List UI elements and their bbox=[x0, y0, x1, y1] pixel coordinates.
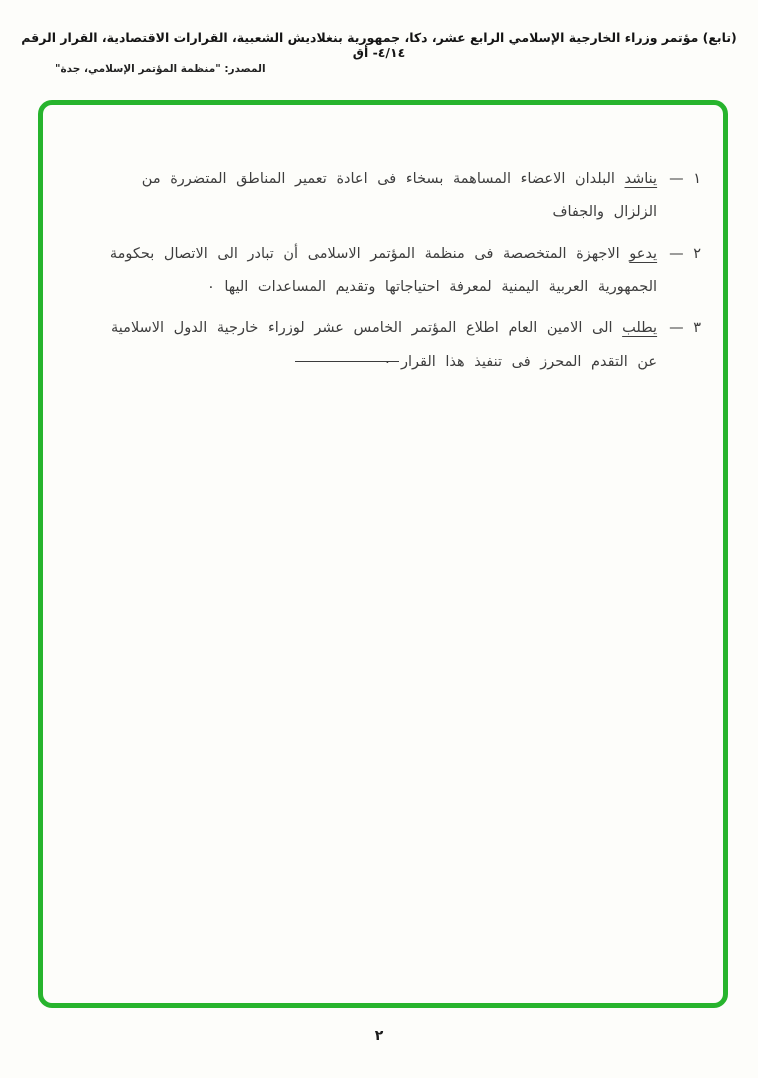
item-verb: يناشد bbox=[624, 171, 658, 187]
item-text-body: الاجهزة المتخصصة فى منظمة المؤتمر الاسلامى أن تبادر الى الاتصال بحكومة الجمهورية العربية اليمنية لمعرفة احتياجاتها وتقديم المساعدات اليها ٠ bbox=[109, 245, 658, 296]
document-border-frame bbox=[38, 100, 728, 1008]
resolution-item-2 bbox=[91, 238, 701, 305]
section-divider bbox=[295, 361, 399, 362]
item-verb: يطلب bbox=[622, 320, 658, 337]
page-number: ٢ bbox=[374, 1028, 384, 1044]
item-verb: يدعو bbox=[629, 245, 658, 262]
item-text bbox=[91, 238, 657, 305]
item-text-body: الى الامين العام اطلاع المؤتمر الخامس عشر لوزراء خارجية الدول الاسلامية عن التقدم المحرز فى تنفيذ هذا القرار ٠ bbox=[111, 320, 658, 370]
item-text bbox=[91, 163, 657, 230]
resolution-item-3 bbox=[91, 312, 701, 379]
document-header-title: (تابع) مؤتمر وزراء الخارجية الإسلامي الرابع عشر، دكا، جمهورية بنغلاديش الشعبية، القرارات الاقتصادية، القرار الرقم ٤/١٤- أق bbox=[21, 30, 737, 60]
resolution-body bbox=[91, 163, 701, 387]
item-text bbox=[91, 312, 657, 379]
resolution-item-1 bbox=[91, 163, 701, 230]
item-number: ١ — bbox=[669, 171, 701, 187]
document-source-line: المصدر: "منظمة المؤتمر الإسلامي، جدة" bbox=[55, 63, 266, 75]
item-text-body: البلدان الاعضاء المساهمة بسخاء فى اعادة تعمير المناطق المتضررة من الزلزال والجفاف bbox=[141, 171, 658, 221]
item-number: ٢ — bbox=[669, 245, 701, 262]
item-number: ٣ — bbox=[669, 320, 701, 337]
